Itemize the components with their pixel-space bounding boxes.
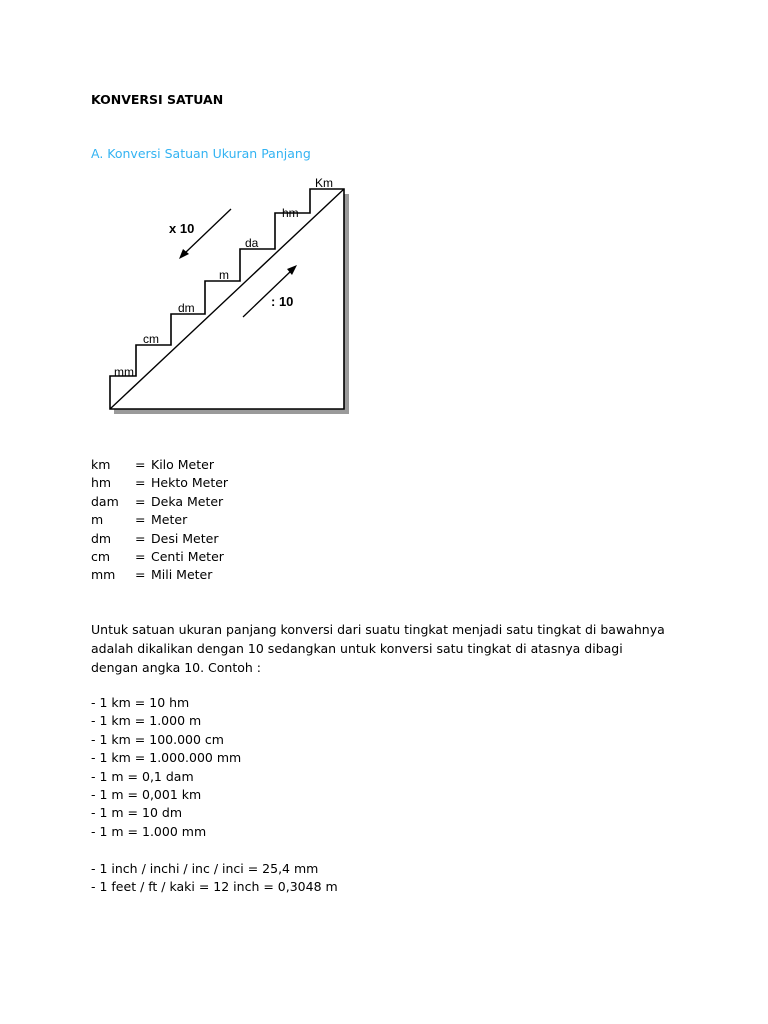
example-line: - 1 feet / ft / kaki = 12 inch = 0,3048 m	[91, 879, 338, 895]
step-label-dam: da	[245, 236, 259, 250]
example-line: - 1 km = 10 hm	[91, 695, 190, 710]
unit-equals: =	[135, 548, 146, 564]
example-line: - 1 m = 0,001 km	[91, 786, 202, 802]
explanation-paragraph: Untuk satuan ukuran panjang konversi dari suatu tingkat menjadi satu tingkat di bawahnya adalah dikalikan dengan 10 sedangkan untuk konversi satu tingkat di atasnya dibagi dengan angka 10. Contoh :	[91, 622, 665, 675]
example-line: - 1 m = 0,1 dam	[91, 768, 194, 784]
step-label-cm: cm	[143, 332, 159, 346]
example-line: - 1 km = 1.000.000 mm	[91, 750, 242, 766]
step-label-mm: mm	[114, 365, 134, 379]
unit-abbr: dam	[91, 493, 119, 509]
example-line: - 1 inch / inchi / inc / inci = 25,4 mm	[91, 861, 319, 876]
unit-name: Kilo Meter	[151, 457, 214, 472]
unit-equals: =	[135, 475, 146, 491]
unit-abbr: mm	[91, 567, 116, 583]
unit-abbr: cm	[91, 548, 111, 564]
unit-name: Hekto Meter	[151, 475, 229, 491]
example-line: - 1 m = 10 dm	[91, 805, 182, 821]
unit-equals: =	[135, 567, 146, 583]
document-title: KONVERSI SATUAN	[91, 92, 224, 107]
unit-abbr: hm	[91, 475, 112, 491]
example-line: - 1 km = 1.000 m	[91, 713, 202, 729]
unit-abbr: m	[91, 512, 104, 528]
unit-name: Mili Meter	[151, 567, 213, 583]
unit-name: Meter	[151, 512, 188, 528]
multiply-label: x 10	[169, 221, 195, 236]
staircase-diagram	[105, 172, 350, 417]
unit-equals: =	[135, 457, 146, 472]
unit-equals: =	[135, 530, 146, 546]
unit-abbr: dm	[91, 530, 112, 546]
unit-equals: =	[135, 512, 146, 528]
example-line: - 1 m = 1.000 mm	[91, 823, 207, 839]
divide-label: : 10	[271, 294, 294, 309]
example-list	[91, 694, 241, 841]
imperial-example-list	[91, 860, 338, 897]
example-line: - 1 km = 100.000 cm	[91, 731, 224, 747]
unit-equals: =	[135, 493, 146, 509]
section-heading-a: A. Konversi Satuan Ukuran Panjang	[91, 146, 311, 161]
unit-abbr: km	[91, 457, 111, 472]
unit-name: Centi Meter	[151, 548, 224, 564]
step-label-hm: hm	[282, 206, 299, 220]
unit-name: Desi Meter	[151, 530, 219, 546]
unit-name: Deka Meter	[151, 493, 224, 509]
step-label-m: m	[219, 268, 229, 282]
step-label-dm: dm	[178, 301, 195, 315]
step-label-km: Km	[315, 176, 333, 190]
